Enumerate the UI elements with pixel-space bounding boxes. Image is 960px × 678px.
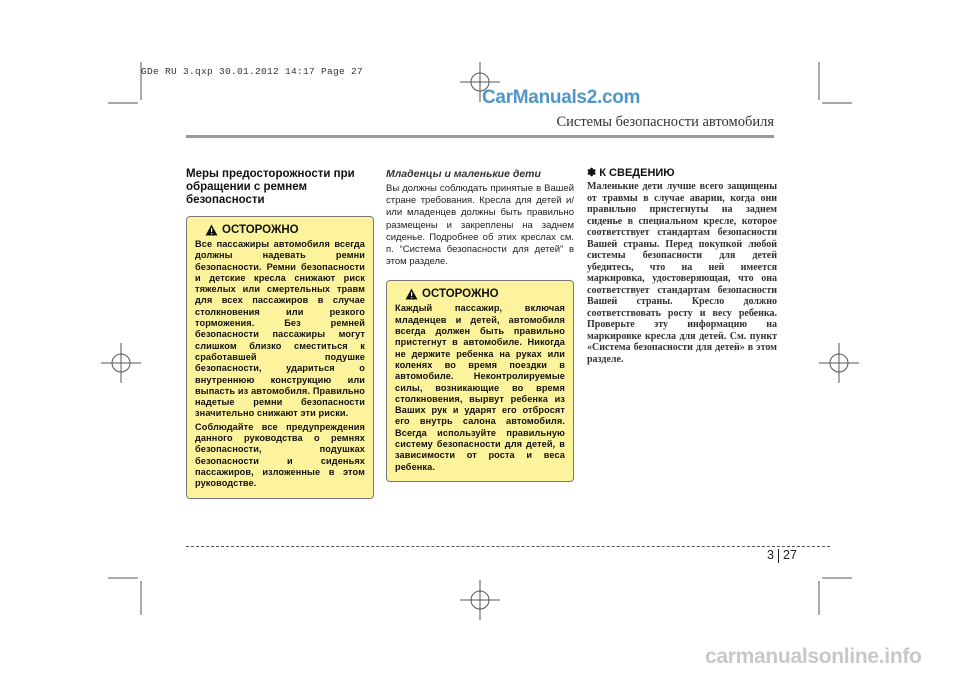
info-body: Маленькие дети лучше всего защищены от травмы в случае аварии, когда они правильно пристегнуты на заднем сиденье в специальном кресле, которое соответствует стандартам безопасности Вашей страны. Перед покупкой любой системы безопасности для детей убедитесь, что на ней имеется маркировка, удостоверяющая, что она соответствует стандартам безопасности Вашей страны. Кресло должно соответствовать росту и весу ребенка. Проверьте эту информацию на маркировке кресла для детей. См. пункт «Система безопасности для детей» в этом разделе. bbox=[587, 181, 777, 365]
warning-header bbox=[395, 288, 565, 300]
warning-triangle-icon bbox=[405, 288, 418, 300]
warning-box-2 bbox=[386, 280, 574, 481]
page-number-separator bbox=[778, 549, 779, 563]
warning-title: ОСТОРОЖНО bbox=[422, 288, 499, 301]
header-rule bbox=[186, 135, 774, 138]
print-header: GDe RU 3.qxp 30.01.2012 14:17 Page 27 bbox=[141, 66, 364, 77]
footer-rule bbox=[186, 546, 830, 547]
watermark-top: CarManuals2.com bbox=[482, 87, 641, 108]
info-title: К СВЕДЕНИЮ bbox=[599, 167, 675, 179]
column-3 bbox=[587, 166, 777, 365]
column-2 bbox=[386, 168, 574, 482]
watermark-bottom: carmanualsonline.info bbox=[705, 645, 922, 668]
section-title: Системы безопасности автомобиля bbox=[556, 114, 774, 130]
warning-paragraph: Каждый пассажир, включая младенцев и детей, автомобиля всегда должен быть правильно пристегнут в автомобиле. Никогда не держите ребенка на руках или коленях во время поездки в автомобиле. Неконтролируемые силы, возникающие во время столкновения, вырвут ребенка из Ваших рук и ударят его отбросят его внутрь салона автомобиля. Всегда используйте правильную систему безопасности для детей, в зависимости от роста и веса ребенка. bbox=[395, 303, 565, 472]
info-heading bbox=[587, 166, 777, 179]
warning-triangle-icon bbox=[205, 224, 218, 236]
warning-box-1 bbox=[186, 216, 374, 499]
info-asterisk-icon: ✽ bbox=[587, 167, 597, 179]
page-number: 27 bbox=[783, 548, 797, 562]
warning-paragraph: Все пассажиры автомобиля всегда должны надевать ремни безопасности. Ремни безопасности и детские кресла снижают риск тяжелых или смертельных травм для всех пассажиров в случае столкновения или резкого торможения. Без ремней безопасности пассажиры могут слишком близко сместиться к сработавшей подушке безопасности, удариться о внутреннюю конструкцию или выпасть из автомобиля. Правильно надетые ремни безопасности значительно снижают эти риски. bbox=[195, 239, 365, 419]
warning-paragraph: Соблюдайте все предупреждения данного руководства о ремнях безопасности, подушках безопасности и сиденьях пассажиров, изложенные в этом руководстве. bbox=[195, 421, 365, 489]
column-1-heading: Меры предосторожности при обращении с ремнем безопасности bbox=[186, 168, 355, 206]
column-1 bbox=[186, 168, 374, 499]
chapter-number: 3 bbox=[767, 548, 774, 562]
warning-header bbox=[195, 224, 365, 236]
column-2-subheading: Младенцы и маленькие дети bbox=[386, 168, 541, 180]
warning-title: ОСТОРОЖНО bbox=[222, 224, 299, 236]
column-2-body: Вы должны соблюдать принятые в Вашей стране требования. Кресла для детей и/или младенцев должны быть правильно размещены и закреплены на заднем сиденье. Подробнее об этих креслах см. п. “Система безопасности для детей” в этом разделе. bbox=[386, 183, 574, 268]
